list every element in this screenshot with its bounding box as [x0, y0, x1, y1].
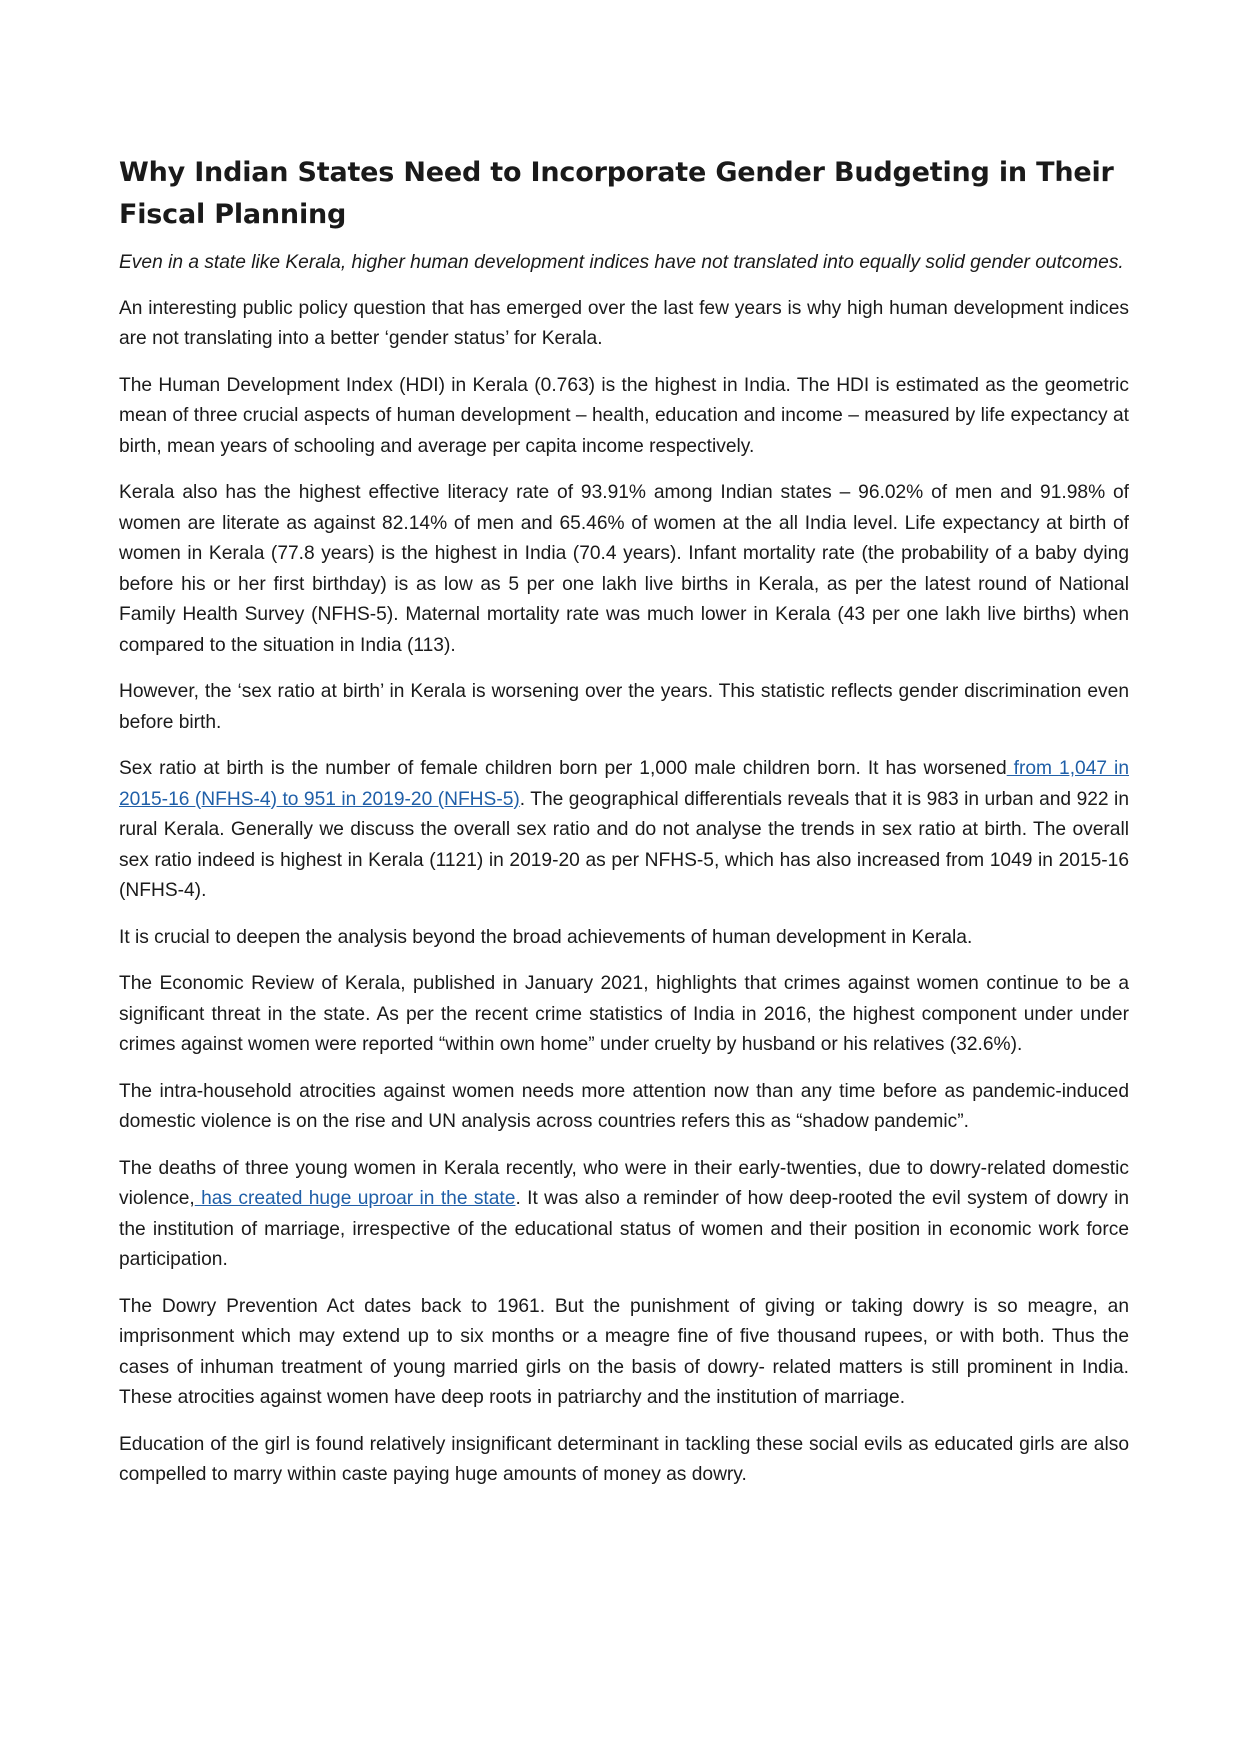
paragraph-1: An interesting public policy question that has emerged over the last few years is why high human development indices are not translating into a better ‘gender status’ for Kerala.	[119, 297, 1129, 349]
uproar-link[interactable]: has created huge uproar in the state	[194, 1188, 516, 1209]
paragraph-2: The Human Development Index (HDI) in Kerala (0.763) is the highest in India. The HDI is estimated as the geometric mean of three crucial aspects of human development – health, education and income – measured by life expectancy at birth, mean years of schooling and average per capita income respectively.	[119, 374, 1129, 457]
paragraph-6: It is crucial to deepen the analysis beyond the broad achievements of human development in Kerala.	[119, 926, 973, 948]
article-title: Why Indian States Need to Incorporate Gender Budgeting in Their Fiscal Planning	[119, 157, 1114, 230]
paragraph-10: The Dowry Prevention Act dates back to 1961. But the punishment of giving or taking dowry is so meagre, an imprisonment which may extend up to six months or a meagre fine of five thousand rupees, or with both. Thus the cases of inhuman treatment of young married girls on the basis of dowry- related matters is still prominent in India. These atrocities against women have deep roots in patriarchy and the institution of marriage.	[119, 1295, 1129, 1408]
article-subtitle: Even in a state like Kerala, higher human development indices have not translated into equally solid gender outcomes.	[119, 252, 1124, 273]
paragraph-9-text-after: . It was also a reminder of how deep-rooted the evil system of dowry in the institution of marriage, irrespective of the educational status of women and their position in economic work force participation.	[119, 1188, 1130, 1270]
paragraph-5-text-before: Sex ratio at birth is the number of female children born per 1,000 male children born. It has worsened	[119, 758, 1007, 779]
paragraph-9	[119, 1154, 1129, 1276]
document-page	[119, 152, 1129, 1507]
sex-ratio-link[interactable]: from 1,047 in 2015-16 (NFHS-4) to 951 in 2019-20 (NFHS-5)	[119, 758, 1129, 810]
paragraph-9-text-before: The deaths of three young women in Kerala recently, who were in their early-twenties, due to dowry-related domestic violence,	[119, 1157, 1129, 1209]
paragraph-5	[119, 754, 1129, 907]
paragraph-4: However, the ‘sex ratio at birth’ in Kerala is worsening over the years. This statistic reflects gender discrimination even before birth.	[119, 681, 1129, 733]
paragraph-11: Education of the girl is found relatively insignificant determinant in tackling these social evils as educated girls are also compelled to marry within caste paying huge amounts of money as dowry.	[119, 1433, 1129, 1485]
paragraph-7: The Economic Review of Kerala, published in January 2021, highlights that crimes against women continue to be a significant threat in the state. As per the recent crime statistics of India in 2016, the highest component under under crimes against women were reported “within own home” under cruelty by husband or his relatives (32.6%).	[119, 973, 1129, 1055]
paragraph-8: The intra-household atrocities against women needs more attention now than any time before as pandemic-induced domestic violence is on the rise and UN analysis across countries refers this as “shadow pandemic”.	[119, 1080, 1129, 1132]
paragraph-5-text-after: . The geographical differentials reveals that it is 983 in urban and 922 in rural Kerala. Generally we discuss the overall sex ratio and do not analyse the trends in sex ratio at birth. The overall sex ratio indeed is highest in Kerala (1121) in 2019-20 as per NFHS-5, which has also increased from 1049 in 2015-16 (NFHS-4).	[119, 788, 1129, 901]
paragraph-3: Kerala also has the highest effective literacy rate of 93.91% among Indian states – 96.02% of men and 91.98% of women are literate as against 82.14% of men and 65.46% of women at the all India level. Life expectancy at birth of women in Kerala (77.8 years) is the highest in India (70.4 years). Infant mortality rate (the probability of a baby dying before his or her first birthday) is as low as 5 per one lakh live births in Kerala, as per the latest round of National Family Health Survey (NFHS-5). Maternal mortality rate was much lower in Kerala (43 per one lakh live births) when compared to the situation in India (113).	[119, 482, 1129, 656]
